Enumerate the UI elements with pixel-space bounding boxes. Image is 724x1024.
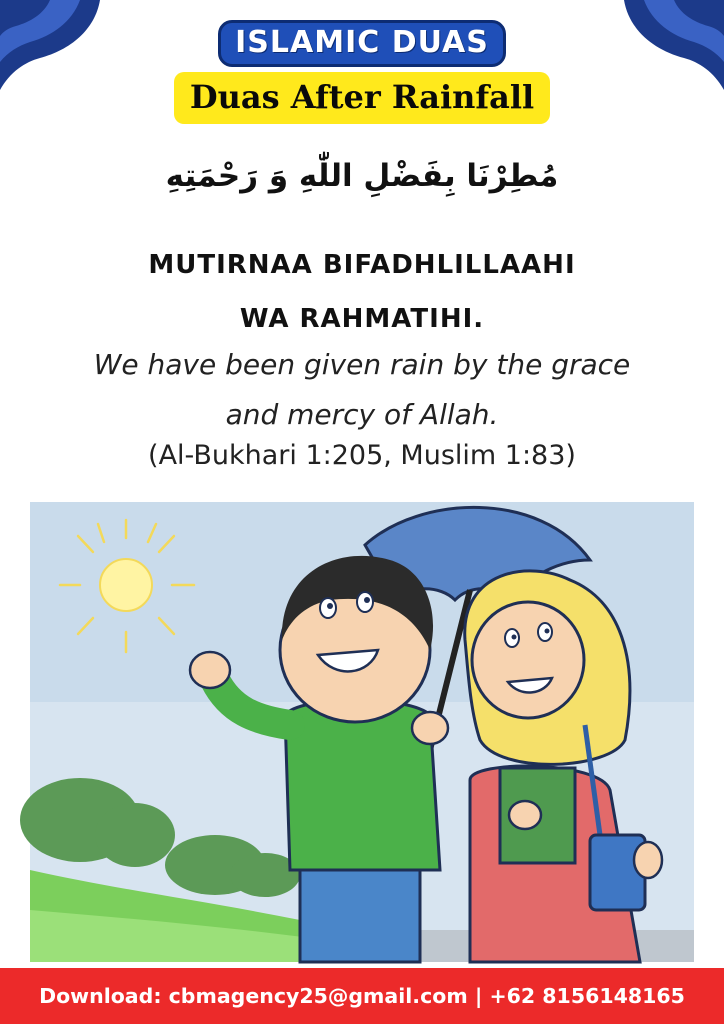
children-umbrella-illustration [0,490,724,970]
meaning-line-2: and mercy of Allah. [225,398,499,431]
transliteration-line-2: WA RAHMATIHI. [239,304,485,334]
dua-meaning [0,340,724,440]
transliteration-line-1: MUTIRNAA BIFADHLILLAAHI [148,250,576,280]
dua-arabic-text: مُطِرْنَا بِفَضْلِ اللّٰهِ وَ رَحْمَتِهِ [165,158,559,194]
page-title [0,72,724,124]
brand-logo [0,20,724,67]
brand-text: ISLAMIC DUAS [218,20,506,67]
meaning-line-1: We have been given rain by the grace [93,348,631,381]
page-title-text: Duas After Rainfall [174,72,550,124]
dua-reference: (Al-Bukhari 1:205, Muslim 1:83) [148,440,576,471]
dua-transliteration [0,238,724,346]
footer-contact-bar: Download: cbmagency25@gmail.com | +62 8156148165 [0,968,724,1024]
